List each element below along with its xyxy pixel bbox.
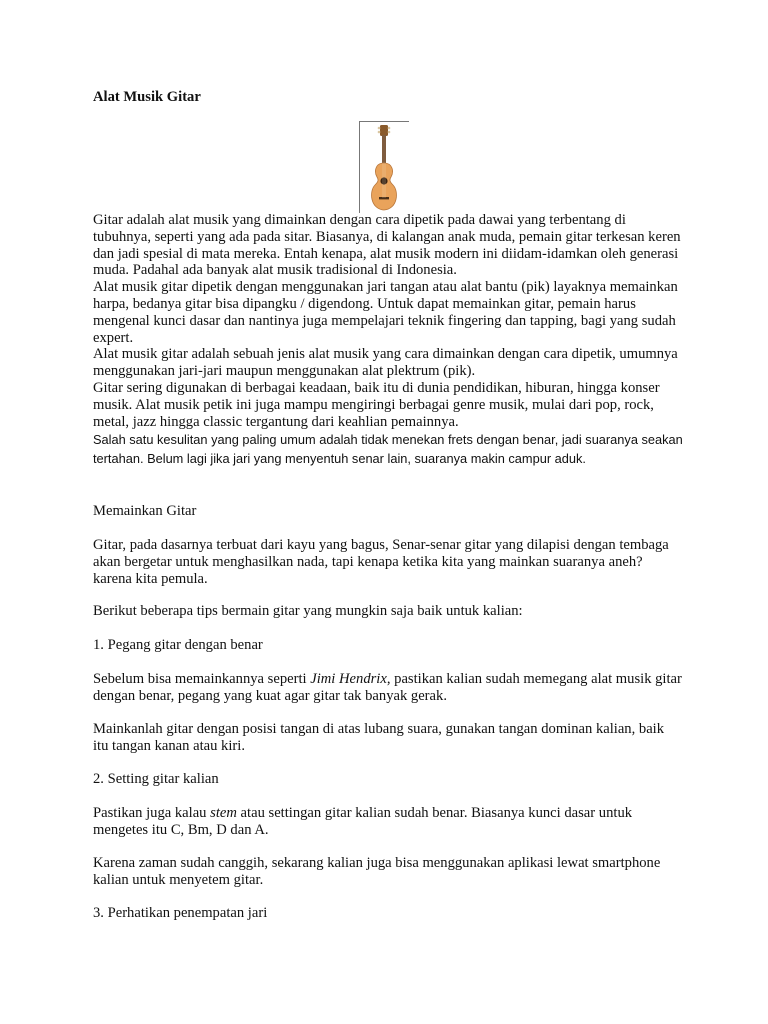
intro-paragraph-1: Gitar adalah alat musik yang dimainkan dengan cara dipetik pada dawai yang terbentang di tubuhnya, seperti yang ada pada sitar. Biasanya, di kalangan anak muda, pemain gitar terkesan keren dan jadi spesial di mata mereka. Entah kenapa, alat musik modern ini diidam-idamkan oleh generasi muda. Padahal ada banyak alat musik tradisional di Indonesia. [93,212,681,279]
document-title: Alat Musik Gitar [93,89,201,105]
intro-paragraph-2: Alat musik gitar dipetik dengan menggunakan jari tangan atau alat bantu (pik) layaknya memainkan harpa, bedanya gitar bisa dipangku / digendong. Untuk dapat memainkan gitar, pemain harus mengenal kunci dasar dan nantinya juga mempelajari teknik fingering dan tapping, bagi yang sudah expert. [93,279,678,346]
tip-1-text-after: , pastikan kalian sudah memegang alat musik gitar dengan benar, pegang yang kuat agar gitar tak banyak gerak. [93,671,682,704]
intro-section [93,212,683,468]
image-frame-top [359,121,409,122]
tip-1-heading: 1. Pegang gitar dengan benar [93,637,263,653]
tip-1-paragraph-1 [93,671,683,705]
section-heading: Memainkan Gitar [93,503,197,519]
intro-paragraph-4: Gitar sering digunakan di berbagai keadaan, baik itu di dunia pendidikan, hiburan, hingga konser musik. Alat musik petik ini juga mampu mengiringi berbagai genre musik, mulai dari pop, rock, metal, jazz hingga classic tergantung dari keahlian pemainnya. [93,379,660,430]
tip-3-heading: 3. Perhatikan penempatan jari [93,905,268,921]
guitar-image [359,121,409,213]
tip-2-paragraph-1 [93,805,683,839]
image-frame-left [359,121,360,213]
tip-2-text-after: atau settingan gitar kalian sudah benar. Biasanya kunci dasar untuk mengetes itu C, Bm, D dan A. [93,805,633,838]
guitar-icon [367,125,401,213]
tip-2-text-before: Pastikan juga kalau [93,805,211,821]
tip-2-emphasis: stem [210,805,237,821]
tip-1-text-before: Sebelum bisa memainkannya seperti [93,671,311,687]
tip-1-paragraph-2: Mainkanlah gitar dengan posisi tangan di atas lubang suara, gunakan tangan dominan kalian, baik itu tangan kanan atau kiri. [93,721,665,754]
paragraph-gitar: Gitar, pada dasarnya terbuat dari kayu yang bagus, Senar-senar gitar yang dilapisi dengan tembaga akan bergetar untuk menghasilkan nada, tapi kenapa ketika kita yang mainkan suaranya aneh? karena kita pemula. [93,537,669,587]
tip-2-heading: 2. Setting gitar kalian [93,771,219,787]
intro-paragraph-3: Alat musik gitar adalah sebuah jenis alat musik yang cara dimainkan dengan cara dipetik, umumnya menggunakan jari-jari maupun menggunakan alat plektrum (pik). [93,346,678,380]
tip-1-emphasis: Jimi Hendrix [310,671,387,687]
tip-2-paragraph-2: Karena zaman sudah canggih, sekarang kalian juga bisa menggunakan aplikasi lewat smartphone kalian untuk menyetem gitar. [93,855,661,888]
intro-paragraph-sans: Salah satu kesulitan yang paling umum adalah tidak menekan frets dengan benar, jadi suaranya seakan tertahan. Belum lagi jika jari yang menyentuh senar lain, suaranya makin campur aduk. [93,432,683,467]
paragraph-tips: Berikut beberapa tips bermain gitar yang mungkin saja baik untuk kalian: [93,603,523,619]
